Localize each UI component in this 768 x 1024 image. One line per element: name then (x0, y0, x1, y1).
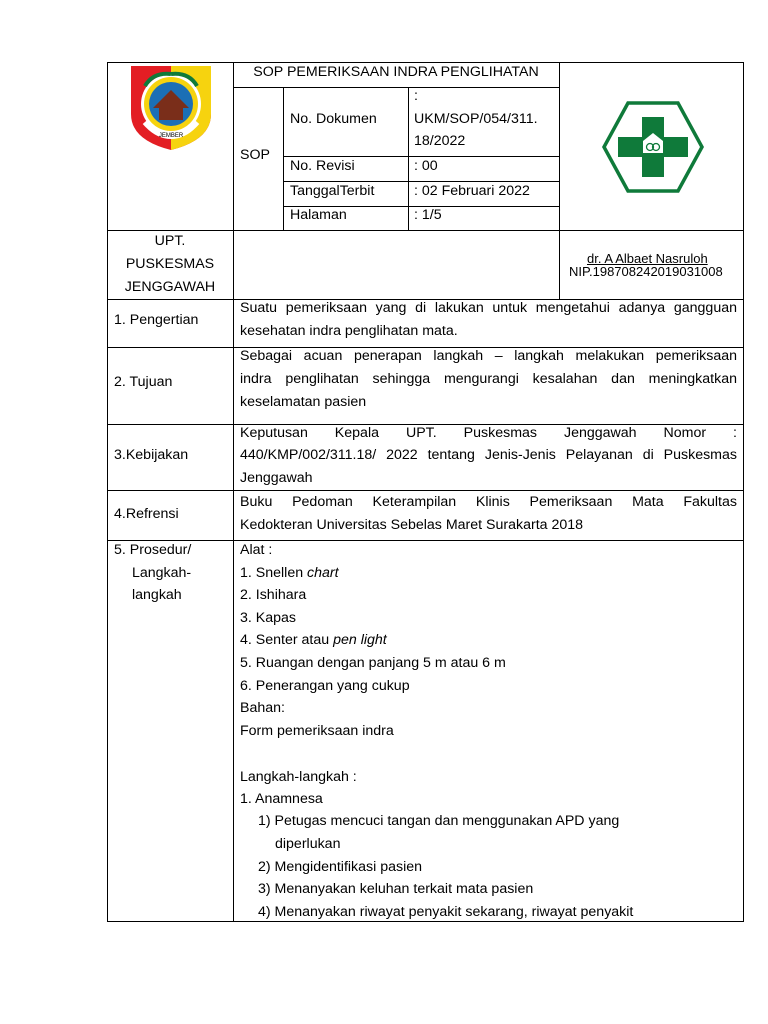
border-col-label-body (233, 299, 234, 922)
field-label-terbit: TanggalTerbit (290, 183, 375, 199)
border-title-bottom (233, 87, 560, 88)
field-value-dokumen-colon: : (414, 88, 418, 104)
field-value-dokumen-2: 18/2022 (414, 133, 466, 149)
alat-item-2: 2. Ishihara (240, 587, 307, 603)
signer-name: dr. A Albaet Nasruloh (587, 251, 708, 266)
sop-label: SOP (240, 147, 270, 163)
refrensi-line-1: Buku Pedoman Keterampilan Klinis Pemeriksaan Mata Fakultas (240, 494, 737, 510)
field-value-terbit: : 02 Februari 2022 (414, 183, 530, 199)
svg-text:JEMBER: JEMBER (158, 133, 184, 139)
tujuan-line-1: Sebagai acuan penerapan langkah – langkah melakukan pemeriksaan (240, 348, 737, 364)
section-label-prosedur-2: Langkah- (132, 565, 192, 581)
substep-2: 2) Mengidentifikasi pasien (258, 859, 423, 875)
substep-1-cont: diperlukan (275, 836, 341, 852)
border-col-1 (233, 62, 234, 299)
substep-3: 3) Menanyakan keluhan terkait mata pasien (258, 881, 534, 897)
substep-4: 4) Menanyakan riwayat penyakit sekarang, riwayat penyakit (258, 904, 634, 920)
field-label-dokumen: No. Dokumen (290, 111, 377, 127)
kebijakan-line-1: Keputusan Kepala UPT. Puskesmas Jenggawah Nomor : (240, 425, 737, 441)
refrensi-line-2: Kedokteran Universitas Sebelas Maret Surakarta 2018 (240, 517, 584, 533)
bahan-heading: Bahan: (240, 700, 285, 716)
alat-item-6: 6. Penerangan yang cukup (240, 678, 410, 694)
jember-logo (127, 64, 215, 152)
section-label-refrensi: 4.Refrensi (114, 506, 179, 522)
org-line-3: JENGGAWAH (124, 279, 216, 295)
tujuan-line-2: indra penglihatan sehingga mengurangi kesalahan dan meningkatkan (240, 371, 737, 387)
substep-1: 1) Petugas mencuci tangan dan menggunakan APD yang (258, 813, 620, 829)
field-value-dokumen-1: UKM/SOP/054/311. (414, 111, 538, 127)
org-line-1: UPT. (154, 233, 186, 249)
langkah-heading: Langkah-langkah : (240, 769, 357, 785)
puskesmas-cross-icon (602, 101, 704, 193)
border-refrensi-bottom (107, 540, 744, 541)
document-title: SOP PEMERIKSAAN INDRA PENGLIHATAN (253, 64, 539, 80)
alat-item-4: 4. Senter atau pen light (240, 632, 387, 648)
section-label-tujuan: 2. Tujuan (114, 374, 173, 390)
section-label-prosedur-3: langkah (132, 587, 182, 603)
field-label-revisi: No. Revisi (290, 158, 355, 174)
kebijakan-line-2: 440/KMP/002/311.18/ 2022 tentang Jenis-Jenis Pelayanan di Puskesmas (240, 447, 737, 463)
border-right (743, 62, 744, 922)
section-label-kebijakan: 3.Kebijakan (114, 447, 189, 463)
bahan-item: Form pemeriksaan indra (240, 723, 394, 739)
section-label-pengertian: 1. Pengertian (114, 312, 199, 328)
pengertian-line-2: kesehatan indra penglihatan mata. (240, 323, 458, 339)
border-col-sop (283, 87, 284, 230)
field-label-halaman: Halaman (290, 207, 347, 223)
alat-item-1: 1. Snellen chart (240, 565, 339, 581)
org-line-2: PUSKESMAS (125, 256, 215, 272)
border-left (107, 62, 108, 922)
kebijakan-line-3: Jenggawah (240, 470, 313, 486)
border-col-label (408, 87, 409, 230)
field-value-halaman: : 1/5 (414, 207, 442, 223)
puskesmas-logo (602, 101, 704, 193)
tujuan-line-3: keselamatan pasien (240, 394, 367, 410)
signer-nip: NIP.198708242019031008 (569, 264, 723, 279)
section-label-prosedur-1: 5. Prosedur/ (114, 542, 192, 558)
alat-item-5: 5. Ruangan dengan panjang 5 m atau 6 m (240, 655, 506, 671)
pengertian-line-1: Suatu pemeriksaan yang di lakukan untuk mengetahui adanya gangguan (240, 300, 737, 316)
alat-heading: Alat : (240, 542, 273, 558)
field-value-revisi: : 00 (414, 158, 438, 174)
jember-emblem-icon (127, 64, 215, 152)
step-anamnesa: 1. Anamnesa (240, 791, 323, 807)
alat-item-3: 3. Kapas (240, 610, 297, 626)
